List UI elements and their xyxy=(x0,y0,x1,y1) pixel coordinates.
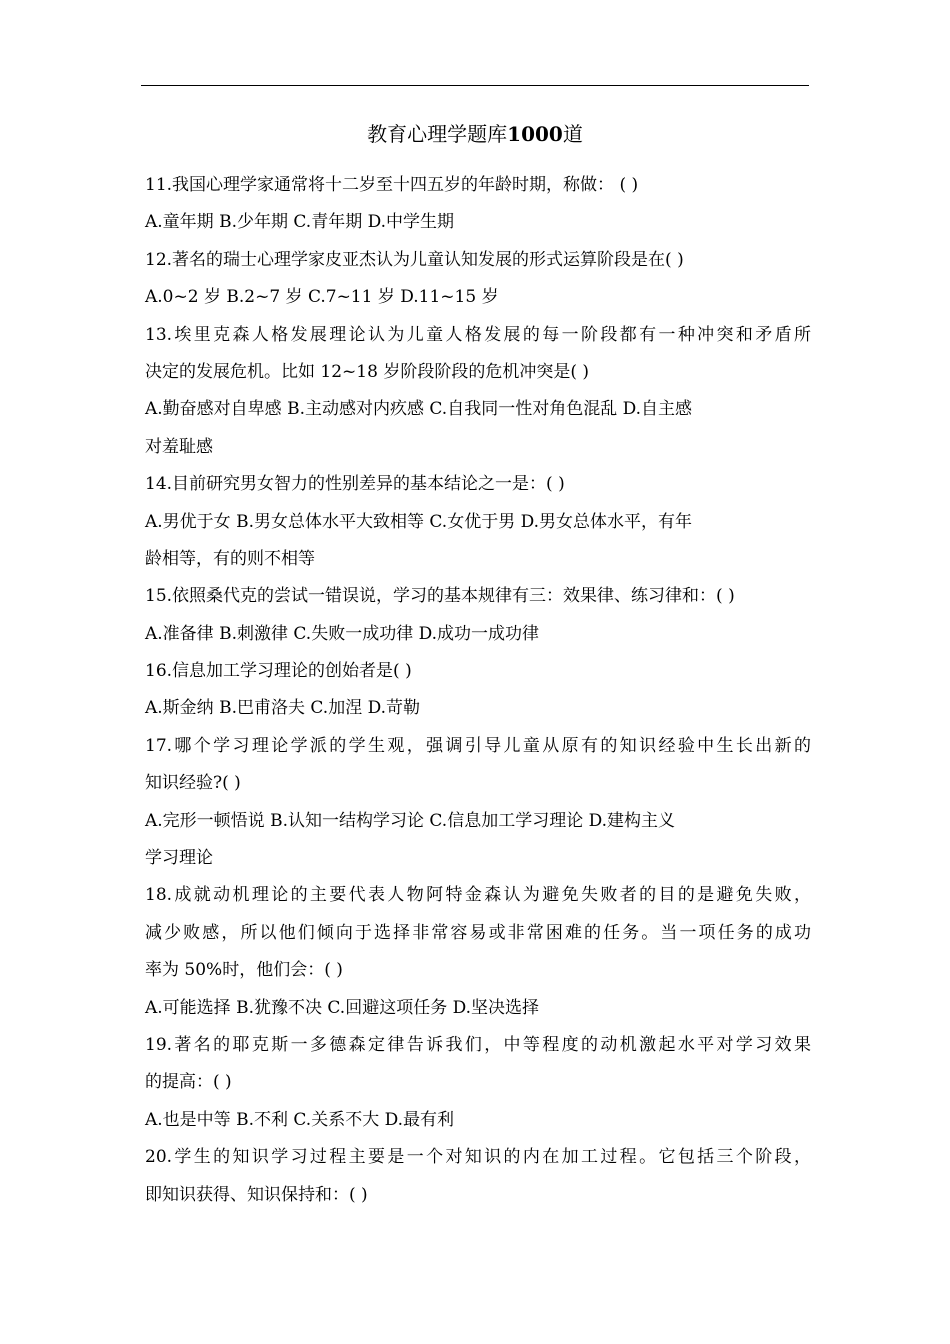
question-12-options: A.0~2 岁 B.2~7 岁 C.7~11 岁 D.11~15 岁 xyxy=(145,287,499,308)
question-13-cont: 决定的发展危机。比如 12~18 岁阶段阶段的危机冲突是( ) xyxy=(145,361,589,382)
question-17: 17.哪个学习理论学派的学生观，强调引导儿童从原有的知识经验中生长出新的 xyxy=(145,735,811,756)
page-title xyxy=(141,119,809,149)
header-rule xyxy=(141,85,809,86)
question-13-options-cont: 对羞耻感 xyxy=(145,436,213,457)
question-17-options: A.完形一顿悟说 B.认知一结构学习论 C.信息加工学习理论 D.建构主义 xyxy=(145,810,676,831)
question-18-cont-2: 率为 50%时，他们会：( ) xyxy=(145,960,343,981)
question-20-cont: 即知识获得、知识保持和：( ) xyxy=(145,1184,368,1205)
question-16: 16.信息加工学习理论的创始者是( ) xyxy=(145,661,412,682)
question-13-options: A.勤奋感对自卑感 B.主动感对内疚感 C.自我同一性对角色混乱 D.自主感 xyxy=(145,399,693,420)
question-14: 14.目前研究男女智力的性别差异的基本结论之一是：( ) xyxy=(145,474,565,495)
question-11-options: A.童年期 B.少年期 C.青年期 D.中学生期 xyxy=(145,212,455,233)
question-17-options-cont: 学习理论 xyxy=(145,848,213,869)
question-14-options-cont: 龄相等，有的则不相等 xyxy=(145,548,315,569)
question-19: 19.著名的耶克斯一多德森定律告诉我们，中等程度的动机激起水平对学习效果 xyxy=(145,1034,811,1055)
question-15: 15.依照桑代克的尝试一错误说，学习的基本规律有三：效果律、练习律和：( ) xyxy=(145,586,735,607)
question-15-options: A.准备律 B.刺激律 C.失败一成功律 D.成功一成功律 xyxy=(145,623,540,644)
question-13: 13.埃里克森人格发展理论认为儿童人格发展的每一阶段都有一种冲突和矛盾所 xyxy=(145,324,811,345)
question-16-options: A.斯金纳 B.巴甫洛夫 C.加涅 D.苛勒 xyxy=(145,698,421,719)
question-18-cont: 减少败感，所以他们倾向于选择非常容易或非常困难的任务。当一项任务的成功 xyxy=(145,922,811,943)
title-prefix: 教育心理学题库 xyxy=(367,122,508,146)
title-number: 1000 xyxy=(507,122,563,146)
question-18-options: A.可能选择 B.犹豫不决 C.回避这项任务 D.坚决选择 xyxy=(145,997,540,1018)
question-list xyxy=(145,167,811,1214)
question-20: 20.学生的知识学习过程主要是一个对知识的内在加工过程。它包括三个阶段， xyxy=(145,1147,811,1168)
question-11: 11.我国心理学家通常将十二岁至十四五岁的年龄时期，称做： ( ) xyxy=(145,175,639,195)
question-19-options: A.也是中等 B.不利 C.关系不大 D.最有利 xyxy=(145,1109,455,1130)
question-19-cont: 的提高：( ) xyxy=(145,1072,232,1093)
title-suffix: 道 xyxy=(562,122,583,146)
question-14-options: A.男优于女 B.男女总体水平大致相等 C.女优于男 D.男女总体水平，有年 xyxy=(145,511,693,532)
question-17-cont: 知识经验?( ) xyxy=(145,773,241,794)
question-12: 12.著名的瑞士心理学家皮亚杰认为儿童认知发展的形式运算阶段是在( ) xyxy=(145,249,684,270)
question-18: 18.成就动机理论的主要代表人物阿特金森认为避免失败者的目的是避免失败， xyxy=(145,885,811,906)
